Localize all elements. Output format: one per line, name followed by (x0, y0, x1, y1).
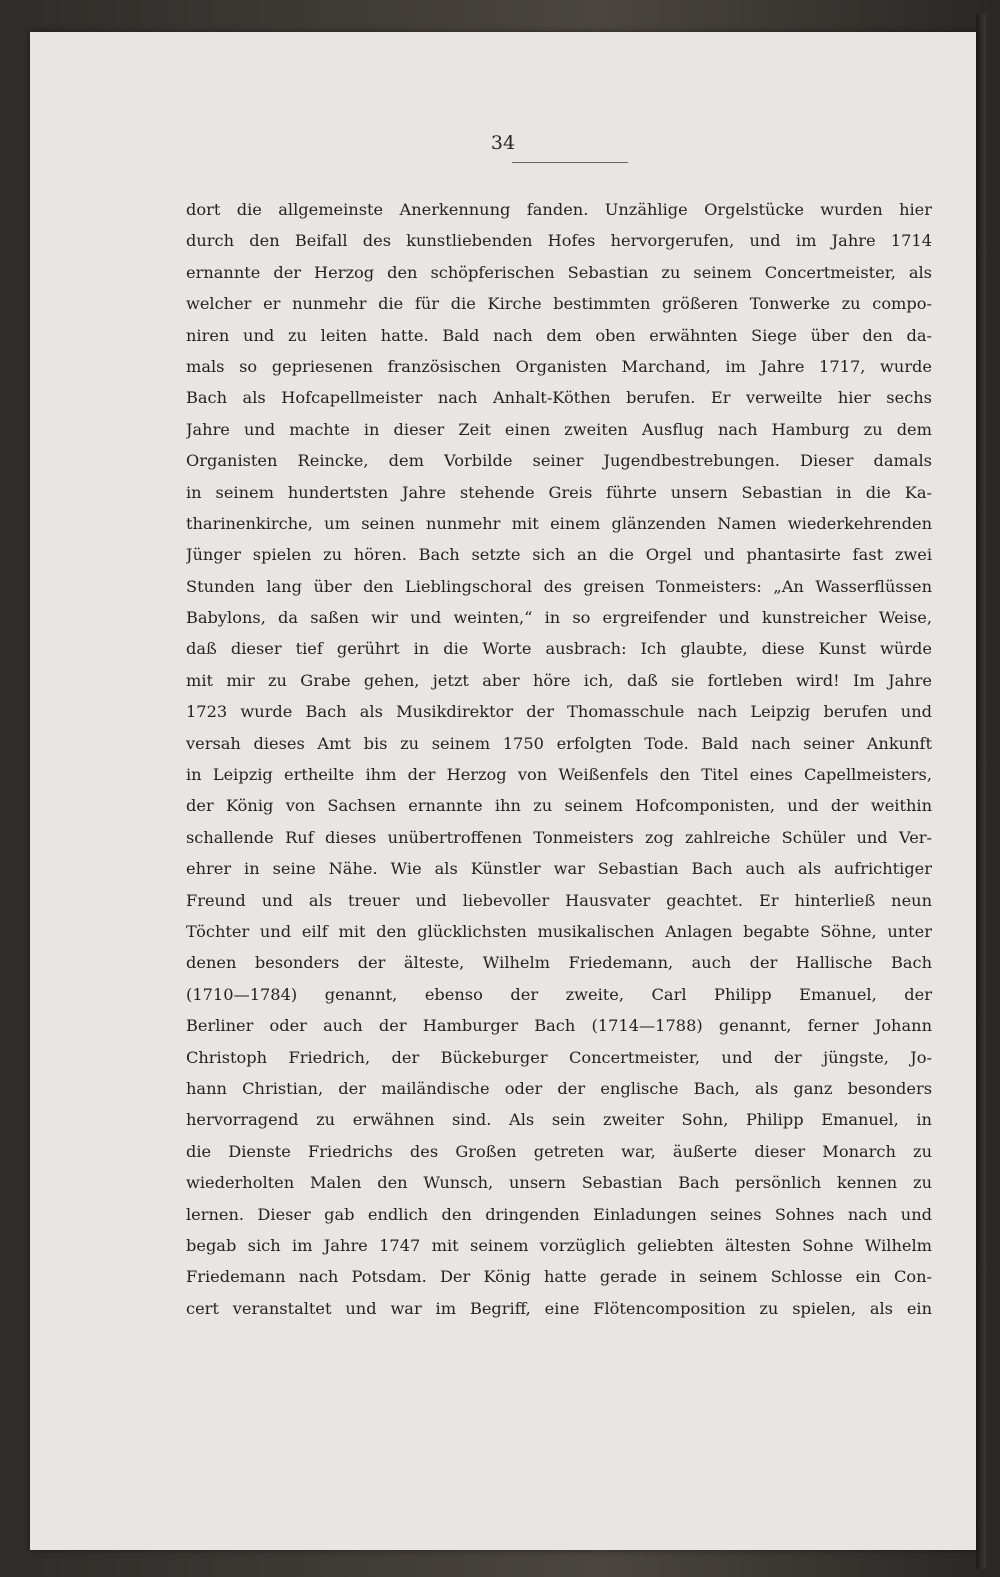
text-line: Christoph Friedrich, der Bückeburger Concertmeister, und der jüngste, Jo- (186, 1047, 932, 1067)
text-line: der König von Sachsen ernannte ihn zu seinem Hofcomponisten, und der weithin (186, 796, 932, 816)
text-line: mit mir zu Grabe gehen, jetzt aber höre ich, daß sie fortleben wird! Im Jahre (186, 670, 932, 690)
text-line: (1710—1784) genannt, ebenso der zweite, Carl Philipp Emanuel, der (186, 984, 932, 1004)
page-number: 34 (490, 132, 516, 154)
text-line: cert veranstaltet und war im Begriff, eine Flötencomposition zu spielen, als ein (186, 1298, 932, 1318)
text-line: tharinenkirche, um seinen nunmehr mit einem glänzenden Namen wiederkehrenden (186, 513, 932, 533)
text-line: ernannte der Herzog den schöpferischen Sebastian zu seinem Concertmeister, als (186, 262, 932, 282)
page-number-rule (512, 162, 628, 163)
text-line: ehrer in seine Nähe. Wie als Künstler war Sebastian Bach auch als aufrichtiger (186, 859, 932, 879)
text-line: schallende Ruf dieses unübertroffenen Tonmeisters zog zahlreiche Schüler und Ver- (186, 827, 932, 847)
text-line: Organisten Reincke, dem Vorbilde seiner Jugendbestrebungen. Dieser damals (186, 451, 932, 471)
text-line: die Dienste Friedrichs des Großen getreten war, äußerte dieser Monarch zu (186, 1141, 932, 1161)
text-line: Töchter und eilf mit den glücklichsten musikalischen Anlagen begabte Söhne, unter (186, 921, 932, 941)
text-line: begab sich im Jahre 1747 mit seinem vorzüglich geliebten ältesten Sohne Wilhelm (186, 1235, 932, 1255)
text-line: Bach als Hofcapellmeister nach Anhalt-Köthen berufen. Er verweilte hier sechs (186, 388, 932, 408)
book-page (30, 32, 976, 1550)
text-line: Babylons, da saßen wir und weinten,“ in so ergreifender und kunstreicher Weise, (186, 608, 932, 628)
text-line: Freund und als treuer und liebevoller Hausvater geachtet. Er hinterließ neun (186, 890, 932, 910)
text-line: hervorragend zu erwähnen sind. Als sein zweiter Sohn, Philipp Emanuel, in (186, 1110, 932, 1130)
text-line: durch den Beifall des kunstliebenden Hofes hervorgerufen, und im Jahre 1714 (186, 231, 932, 251)
text-line: welcher er nunmehr die für die Kirche bestimmten größeren Tonwerke zu compo- (186, 294, 932, 314)
book-page-edge (976, 14, 986, 1569)
text-line: Friedemann nach Potsdam. Der König hatte gerade in seinem Schlosse ein Con- (186, 1267, 932, 1287)
text-line: 1723 wurde Bach als Musikdirektor der Thomasschule nach Leipzig berufen und (186, 702, 932, 722)
text-line: wiederholten Malen den Wunsch, unsern Sebastian Bach persönlich kennen zu (186, 1173, 932, 1193)
text-line: lernen. Dieser gab endlich den dringenden Einladungen seines Sohnes nach und (186, 1204, 932, 1224)
text-line: versah dieses Amt bis zu seinem 1750 erfolgten Tode. Bald nach seiner Ankunft (186, 733, 932, 753)
text-line: in Leipzig ertheilte ihm der Herzog von Weißenfels den Titel eines Capellmeisters, (186, 765, 932, 785)
text-line: dort die allgemeinste Anerkennung fanden. Unzählige Orgelstücke wurden hier (186, 200, 932, 219)
text-line: in seinem hundertsten Jahre stehende Greis führte unsern Sebastian in die Ka- (186, 482, 932, 502)
text-line: Jünger spielen zu hören. Bach setzte sich an die Orgel und phantasirte fast zwei (186, 545, 932, 565)
text-line: mals so gepriesenen französischen Organisten Marchand, im Jahre 1717, wurde (186, 356, 932, 376)
text-line: daß dieser tief gerührt in die Worte ausbrach: Ich glaubte, diese Kunst würde (186, 639, 932, 659)
text-line: niren und zu leiten hatte. Bald nach dem oben erwähnten Siege über den da- (186, 325, 932, 345)
text-line: Berliner oder auch der Hamburger Bach (1714—1788) genannt, ferner Johann (186, 1016, 932, 1036)
text-line: Stunden lang über den Lieblingschoral des greisen Tonmeisters: „An Wasserflüssen (186, 576, 932, 596)
text-line: Jahre und machte in dieser Zeit einen zweiten Ausflug nach Hamburg zu dem (186, 419, 932, 439)
body-text (186, 194, 932, 1324)
text-line: denen besonders der älteste, Wilhelm Friedemann, auch der Hallische Bach (186, 953, 932, 973)
text-line: hann Christian, der mailändische oder der englische Bach, als ganz besonders (186, 1078, 932, 1098)
